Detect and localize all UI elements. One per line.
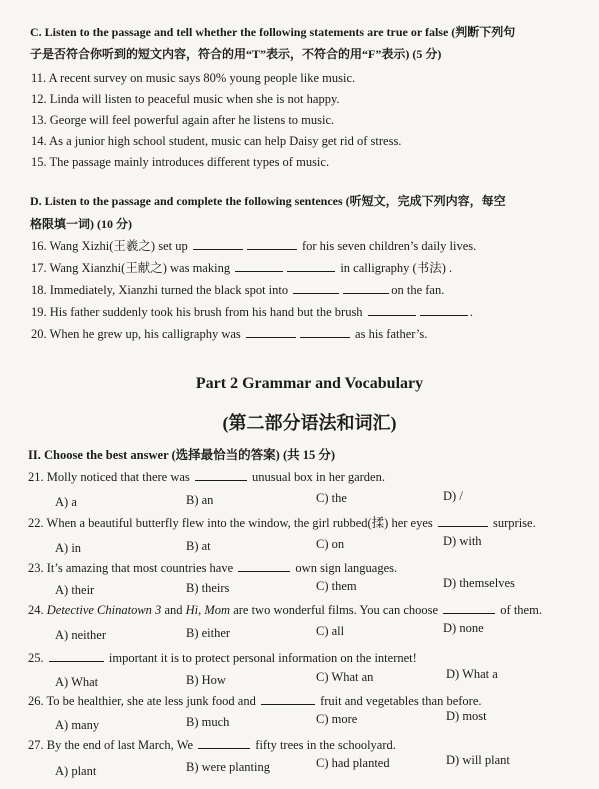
q22-option-c[interactable]: C) on [316,537,345,551]
q26-option-d[interactable]: D) most [446,709,487,723]
question-19 [31,304,473,320]
q20-text-after: as his father’s. [355,327,428,341]
question-20 [31,326,427,342]
q22-blank[interactable] [438,515,488,527]
q27-option-d[interactable]: D) will plant [446,753,510,767]
q26-blank[interactable] [261,693,315,705]
q26-option-b[interactable]: B) much [186,715,230,729]
q21-text-before: 21. Molly noticed that there was [28,470,190,484]
q24-film-title-1: Detective Chinatown 3 [46,603,162,617]
q24-option-a[interactable]: A) neither [55,628,107,642]
q19-blank-1[interactable] [368,304,416,316]
q17-text-before: 17. Wang Xianzhi(王献之) was making [31,261,231,275]
section-c-heading-line1: C. Listen to the passage and tell whether the following statements are true or false (判断下列句 [30,25,516,39]
question-21 [28,469,385,485]
q21-text-after: unusual box in her garden. [252,470,385,484]
q24-film-title-2: Hi, Mom [185,603,231,617]
q23-option-b[interactable]: B) theirs [186,581,230,595]
q24-blank[interactable] [443,602,495,614]
q26-text-before: 26. To be healthier, she ate less junk food and [28,694,256,708]
part2-title: Part 2 Grammar and Vocabulary [195,375,424,392]
q25-number: 25. [28,651,44,665]
question-26 [28,693,482,709]
q27-blank[interactable] [198,737,250,749]
q26-option-a[interactable]: A) many [55,718,100,732]
q18-text-after: on the fan. [391,283,445,297]
q25-blank[interactable] [49,650,104,662]
q23-option-d[interactable]: D) themselves [443,576,515,590]
q27-option-b[interactable]: B) were planting [186,760,271,774]
q25-option-c[interactable]: C) What an [316,670,374,684]
q18-text-before: 18. Immediately, Xianzhi turned the black spot into [31,283,289,297]
q25-option-b[interactable]: B) How [186,673,226,687]
q21-option-a[interactable]: A) a [55,495,77,509]
question-16 [31,238,476,254]
question-24 [28,602,542,618]
question-27 [28,737,396,753]
q26-option-c[interactable]: C) more [316,712,358,726]
q27-text-before: 27. By the end of last March, We [28,738,194,752]
statement-11: 11. A recent survey on music says 80% young people like music. [31,71,356,85]
q27-option-c[interactable]: C) had planted [316,756,390,770]
q24-text-after: of them. [500,603,542,617]
statement-13: 13. George will feel powerful again after he listens to music. [31,113,335,127]
q23-text-before: 23. It’s amazing that most countries have [28,561,234,575]
q24-number: 24. [28,603,47,617]
q24-text-before: are two wonderful films. You can choose [230,603,439,617]
q25-option-a[interactable]: A) What [55,675,99,689]
question-23 [28,560,397,576]
q17-text-after: in calligraphy (书法) . [340,261,453,275]
q20-blank-1[interactable] [246,326,296,338]
q27-option-a[interactable]: A) plant [55,764,97,778]
q21-option-d[interactable]: D) / [443,489,463,503]
q23-option-a[interactable]: A) their [55,583,95,597]
statement-14: 14. As a junior high school student, music can help Daisy get rid of stress. [31,134,402,148]
q17-blank-2[interactable] [287,260,335,272]
q21-option-b[interactable]: B) an [186,493,214,507]
q19-text-before: 19. His father suddenly took his brush from his hand but the brush [31,305,363,319]
q22-option-d[interactable]: D) with [443,534,482,548]
part2-subtitle: (第二部分语法和词汇) [222,413,397,433]
question-22 [28,515,536,531]
question-17 [31,260,452,276]
q20-blank-2[interactable] [300,326,350,338]
statement-15: 15. The passage mainly introduces different types of music. [31,155,330,169]
q22-option-b[interactable]: B) at [186,539,211,553]
q23-text-after: own sign languages. [295,561,398,575]
q21-option-c[interactable]: C) the [316,491,347,505]
q25-text-after: important it is to protect personal information on the internet! [108,651,417,665]
q24-conjunction: and [161,603,186,617]
q18-blank-1[interactable] [293,282,339,294]
section-d-heading-line1: D. Listen to the passage and complete the following sentences (听短文，完成下列内容，每空 [30,194,506,208]
q24-option-c[interactable]: C) all [316,624,345,638]
q16-text-before: 16. Wang Xizhi(王羲之) set up [31,239,188,253]
q19-blank-2[interactable] [420,304,468,316]
q16-blank-2[interactable] [247,238,297,250]
q22-text-after: surprise. [493,516,536,530]
section-c-heading-line2: 子是否符合你听到的短文内容，符合的用“T”表示，不符合的用“F”表示) (5 分) [30,47,442,61]
q24-option-d[interactable]: D) none [443,621,484,635]
q23-option-c[interactable]: C) them [316,579,357,593]
q23-blank[interactable] [238,560,290,572]
q24-option-b[interactable]: B) either [186,626,231,640]
section-ii-heading: II. Choose the best answer (选择最恰当的答案) (共 15 分) [28,448,336,462]
q16-blank-1[interactable] [193,238,243,250]
q26-text-after: fruit and vegetables than before. [320,694,482,708]
q22-option-a[interactable]: A) in [55,541,82,555]
q16-text-after: for his seven children’s daily lives. [301,239,477,253]
section-d-heading-line2: 格限填一词) (10 分) [30,217,132,231]
q21-blank[interactable] [195,469,247,481]
statement-12: 12. Linda will listen to peaceful music when she is not happy. [31,92,340,106]
q17-blank-1[interactable] [235,260,283,272]
q25-option-d[interactable]: D) What a [446,667,498,681]
q20-text-before: 20. When he grew up, his calligraphy was [31,327,241,341]
question-18 [31,282,444,298]
q27-text-after: fifty trees in the schoolyard. [255,738,396,752]
q18-blank-2[interactable] [343,282,389,294]
q19-text-after: . [469,305,473,319]
question-25 [28,650,417,666]
q22-text-before: 22. When a beautiful butterfly flew into the window, the girl rubbed(揉) her eyes [28,516,433,530]
